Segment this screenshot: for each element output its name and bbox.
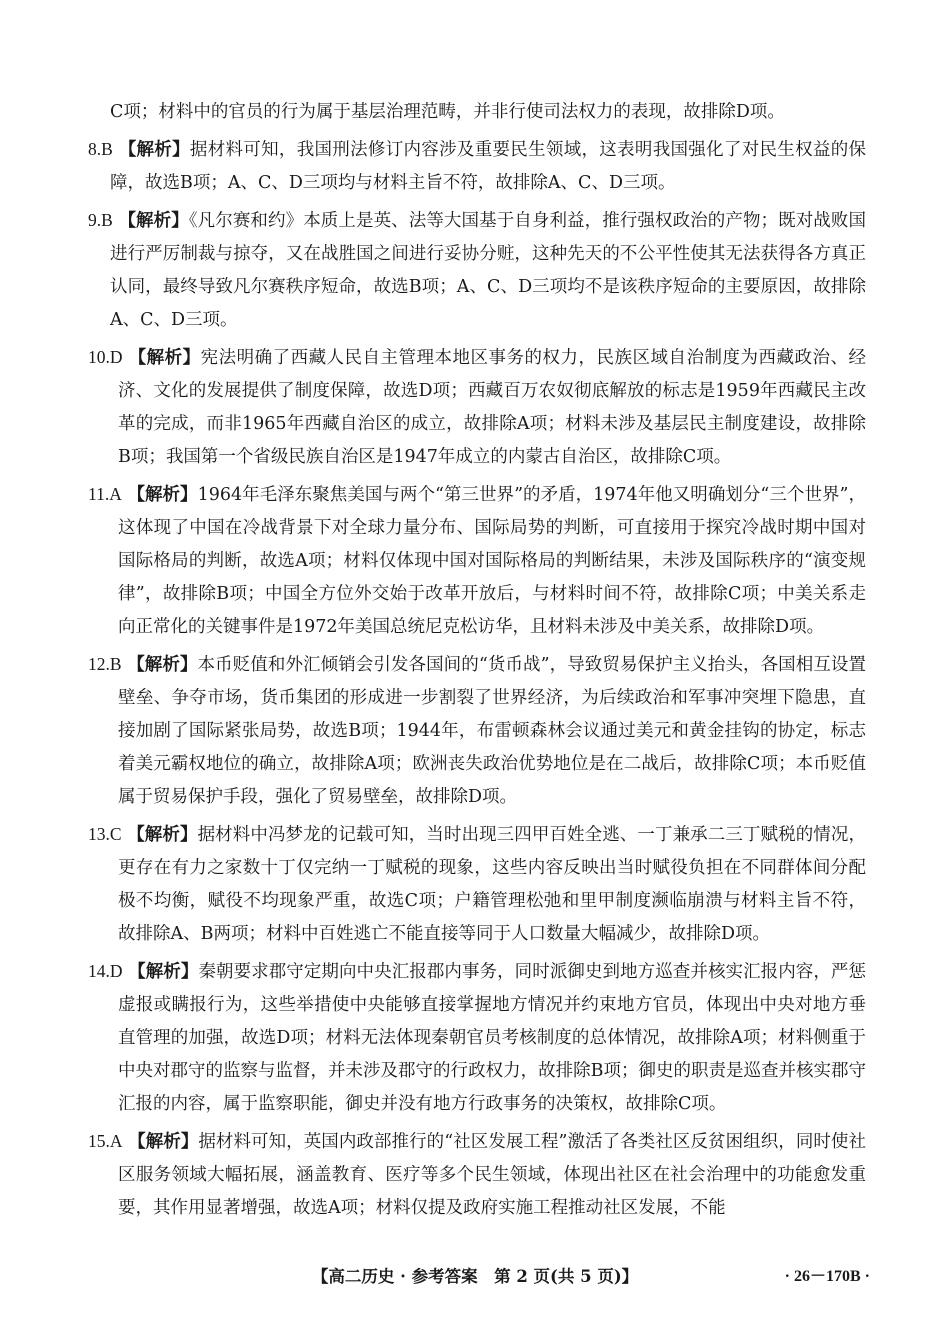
analysis-tag: 【解析】: [128, 962, 199, 982]
footer-code: · 26－170B ·: [784, 1268, 870, 1285]
analysis-text: 据材料可知，英国内政部推行的“社区发展工程”激活了各类社区反贫困组织，同时使社区服务领域大幅拓展，涵盖教育、医疗等多个民生领域，体现出社区在社会治理中的功能愈发重要，其作用显著增强，故选A项；材料仅提及政府实施工程推动社区发展，不能: [118, 1132, 866, 1218]
analysis-tag: 【解析】: [118, 140, 190, 160]
answer-item-14: [88, 955, 866, 1121]
analysis-text: 据材料可知，我国刑法修订内容涉及重要民生领域，这表明我国强化了对民生权益的保障，故选B项；A、C、D三项均与材料主旨不符，故排除A、C、D三项。: [110, 140, 866, 193]
answer-item-11: [88, 478, 866, 644]
analysis-text: 宪法明确了西藏人民自主管理本地区事务的权力，民族区域自治制度为西藏政治、经济、文化的发展提供了制度保障，故选D项；西藏百万农奴彻底解放的标志是1959年西藏民主改革的完成，而非1965年西藏自治区的成立，故排除A项；材料未涉及基层民主制度建设，故排除B项；我国第一个省级民族自治区是1947年成立的内蒙古自治区，故排除C项。: [118, 348, 866, 467]
analysis-text: 据材料中冯梦龙的记载可知，当时出现三四甲百姓全逃、一丁兼承二三丁赋税的情况，更存在有力之家数十丁仅完纳一丁赋税的现象，这些内容反映出当时赋役负担在不同群体间分配极不均衡，赋役不均现象严重，故选C项；户籍管理松弛和里甲制度濒临崩溃与材料主旨不符，故排除A、B两项；材料中百姓逃亡不能直接等同于人口数量大幅减少，故排除D项。: [118, 825, 866, 944]
answer-number: 8.B: [88, 139, 113, 159]
analysis-text: 本币贬值和外汇倾销会引发各国间的“货币战”，导致贸易保护主义抬头，各国相互设置壁垒、争夺市场，货币集团的形成进一步割裂了世界经济，为后续政治和军事冲突埋下隐患，直接加剧了国际紧张局势，故选B项；1944年，布雷顿森林会议通过美元和黄金挂钩的协定，标志着美元霸权地位的确立，故排除A项；欧洲丧失政治优势地位是在二战后，故排除C项；本币贬值属于贸易保护手段，强化了贸易壁垒，故排除D项。: [118, 655, 867, 807]
answer-number: 11.A: [88, 484, 122, 504]
answer-number: 13.C: [88, 824, 122, 844]
answer-content: [88, 96, 866, 1225]
answer-number: 14.D: [88, 961, 123, 981]
answer-number: 15.A: [88, 1131, 123, 1151]
answer-number: 10.D: [88, 347, 123, 367]
answer-number: 9.B: [88, 210, 113, 230]
answer-item-8: [88, 133, 866, 200]
analysis-text: 秦朝要求郡守定期向中央汇报郡内事务，同时派御史到地方巡查并核实汇报内容，严惩虚报或瞒报行为，这些举措使中央能够直接掌握地方情况并约束地方官员，体现出中央对地方垂直管理的加强，故选D项；材料无法体现秦朝官员考核制度的总体情况，故排除A项；材料侧重于中央对郡守的监察与监督，并未涉及郡守的行政权力，故排除B项；御史的职责是巡查并核实郡守汇报的内容，属于监察职能，御史并没有地方行政事务的决策权，故排除C项。: [118, 962, 866, 1114]
answer-number: 12.B: [88, 654, 122, 674]
analysis-text: 《凡尔赛和约》本质上是英、法等大国基于自身利益，推行强权政治的产物；既对战败国进行严厉制裁与掠夺，又在战胜国之间进行妥协分赃，这种先天的不公平性使其无法获得各方真正认同，最终导致凡尔赛秩序短命，故选B项；A、C、D三项均不是该秩序短命的主要原因，故排除A、C、D三项。: [110, 211, 866, 330]
analysis-tag: 【解析】: [118, 211, 189, 231]
continued-line: C项；材料中的官员的行为属于基层治理范畴，并非行使司法权力的表现，故排除D项。: [110, 102, 785, 122]
analysis-tag: 【解析】: [128, 1132, 199, 1152]
analysis-tag: 【解析】: [127, 825, 198, 845]
footer-title: 【高二历史 · 参考答案 第 2 页(共 5 页)】: [311, 1267, 639, 1286]
analysis-tag: 【解析】: [127, 655, 198, 675]
answer-item-13: [88, 818, 866, 951]
answer-item-12: [88, 648, 866, 814]
analysis-text: 1964年毛泽东聚焦美国与两个“第三世界”的矛盾，1974年他又明确划分“三个世界”，这体现了中国在冷战背景下对全球力量分布、国际局势的判断，可直接用于探究冷战时期中国对国际格局的判断，故选A项；材料仅体现中国对国际格局的判断结果，未涉及国际秩序的“演变规律”，故排除B项；中国全方位外交始于改革开放后，与材料时间不符，故排除C项；中美关系走向正常化的关键事件是1972年美国总统尼克松访华，且材料未涉及中美关系，故排除D项。: [118, 485, 866, 637]
answer-item-10: [88, 341, 866, 474]
analysis-tag: 【解析】: [127, 485, 198, 505]
answer-item-9: [88, 204, 866, 337]
page-footer: [0, 1262, 950, 1292]
answer-item-15: [88, 1125, 866, 1225]
analysis-tag: 【解析】: [128, 348, 201, 368]
